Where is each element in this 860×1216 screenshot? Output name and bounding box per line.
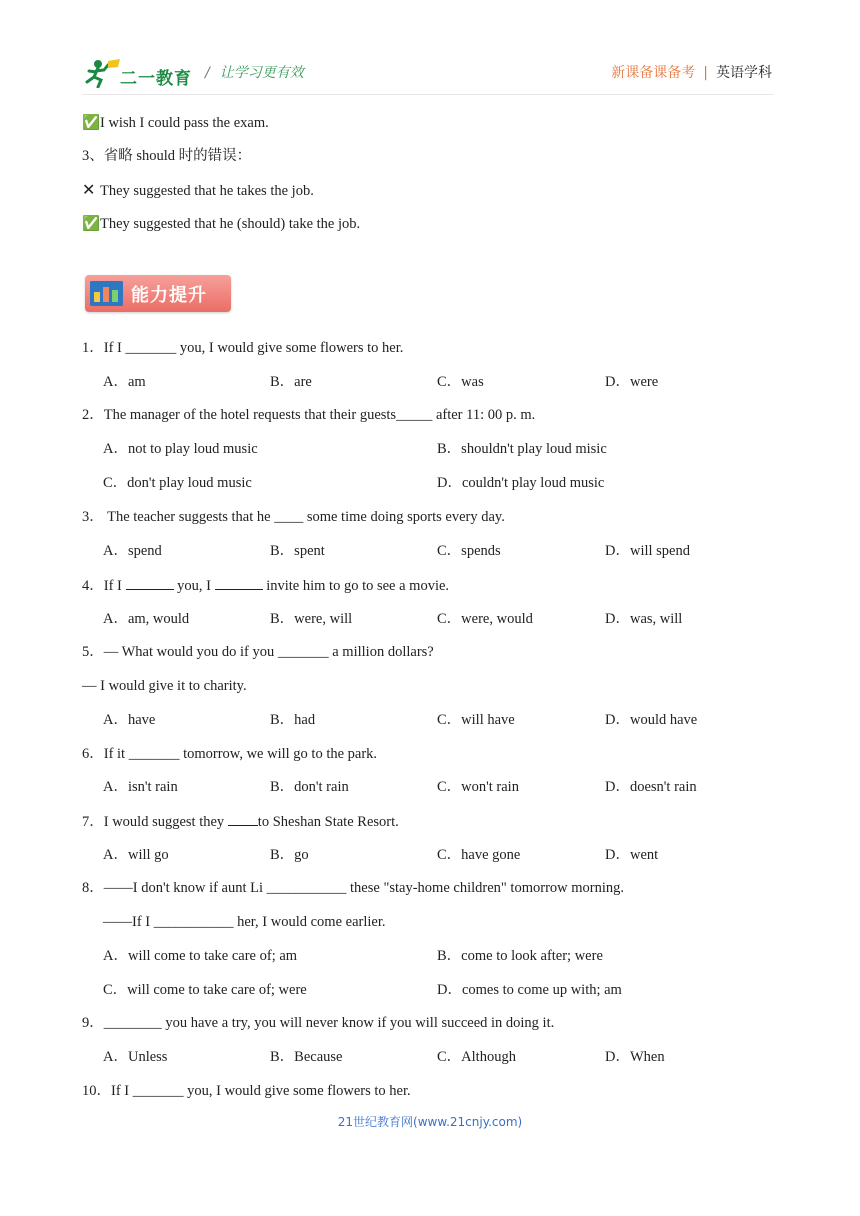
option: B．were, will [270,611,353,627]
question-number: 9． [82,1015,104,1031]
option: A．am [103,374,146,390]
header-tagline: 新课备课备考 [611,65,696,81]
question-stem: The manager of the hotel requests that their guests_____ after 11: 00 p. m. [103,407,536,423]
question-1 [82,338,403,358]
question-number: 1． [82,340,104,356]
question-10 [82,1081,411,1101]
intro-line-4 [82,214,360,234]
option: B．come to look after; were [437,948,603,964]
option: A．will come to take care of; am [103,948,298,964]
option: D．were [605,374,659,390]
option: B．are [270,374,312,390]
question-stem-part: you, I [173,578,215,594]
option: A．spend [103,543,162,559]
question-7 [82,811,399,832]
option: D．doesn't rain [605,779,697,795]
intro-text: They suggested that he (should) take the job. [100,216,361,232]
header-separator: | [703,65,708,81]
option: B．shouldn't play loud misic [437,441,607,457]
question-2 [82,405,535,425]
question-stem: The teacher suggests that he ____ some time doing sports every day. [103,509,505,525]
question-4 [82,575,449,596]
question-reply: ——If I ___________ her, I would come earlier. [103,914,386,930]
option: C．were, would [437,611,533,627]
option: A．am, would [103,611,190,627]
question-9 [82,1013,554,1033]
question-stem-part: If I [103,578,126,594]
check-icon: ✅ [82,115,101,131]
option: C．don't play loud music [103,475,252,491]
option: D．When [605,1049,665,1065]
section-banner [85,275,231,312]
header-subject: 英语学科 [716,65,772,81]
option: D．was, will [605,611,683,627]
option: D．would have [605,712,698,728]
question-stem-part: invite him to go to see a movie. [262,578,450,594]
logo-text: 二一教育 [120,69,192,89]
answer-blank [228,811,258,826]
logo-runner-icon [84,58,124,88]
question-stem: ——I don't know if aunt Li ___________ these "stay-home children" tomorrow morning. [103,880,625,896]
option: B．don't rain [270,779,349,795]
question-number: 6． [82,746,104,762]
check-icon: ✅ [82,216,101,232]
option: C．have gone [437,847,521,863]
option: C．Although [437,1049,516,1065]
cross-icon: ✕ [82,180,96,199]
answer-blank [215,575,263,590]
question-stem-part: to Sheshan State Resort. [257,814,399,830]
intro-text: I wish I could pass the exam. [100,115,269,131]
header-divider [82,94,774,95]
question-number: 2． [82,407,104,423]
option: A．isn't rain [103,779,178,795]
question-number: 8． [82,880,104,896]
header-right [611,62,772,82]
option: A．Unless [103,1049,168,1065]
intro-line-2 [82,146,251,166]
answer-blank [126,575,174,590]
option: B．go [270,847,309,863]
section-title: 能力提升 [131,285,207,306]
question-stem: If I _______ you, I would give some flowers to her. [111,1083,411,1099]
option: B．spent [270,543,325,559]
option: D．went [605,847,659,863]
question-stem: — What would you do if you _______ a million dollars? [103,644,434,660]
option: A．will go [103,847,169,863]
intro-line-1 [82,113,269,133]
option: A．not to play loud music [103,441,258,457]
option: D．comes to come up with; am [437,982,622,998]
question-number: 5． [82,644,104,660]
intro-text: They suggested that he takes the job. [100,183,314,199]
slogan-text: 让学习更有效 [219,65,304,81]
intro-line-3 [82,180,314,201]
slogan: / 让学习更有效 [205,65,304,81]
option: C．will have [437,712,515,728]
option: D．will spend [605,543,690,559]
option: B．had [270,712,316,728]
intro-text: 3、省略 should 时的错误： [82,148,252,164]
question-reply: — I would give it to charity. [82,678,247,694]
question-5 [82,642,434,662]
option: C．spends [437,543,501,559]
question-stem: If I _______ you, I would give some flowers to her. [103,340,404,356]
question-stem-part: I would suggest they [103,814,228,830]
option: B．Because [270,1049,343,1065]
question-3 [82,507,505,527]
chart-board-icon [90,281,123,306]
option: A．have [103,712,156,728]
question-8 [82,878,624,898]
option: C．will come to take care of; were [103,982,307,998]
footer-link[interactable]: 21世纪教育网(www.21cnjy.com) [337,1115,523,1129]
option: C．was [437,374,484,390]
question-6 [82,744,377,764]
option: C．won't rain [437,779,519,795]
option: D．couldn't play loud music [437,475,605,491]
question-stem: ________ you have a try, you will never know if you will succeed in doing it. [103,1015,555,1031]
question-number: 7． [82,814,104,830]
question-stem: If it _______ tomorrow, we will go to the park. [103,746,378,762]
question-number: 3． [82,509,104,525]
question-number: 4． [82,578,104,594]
question-number: 10． [82,1083,111,1099]
